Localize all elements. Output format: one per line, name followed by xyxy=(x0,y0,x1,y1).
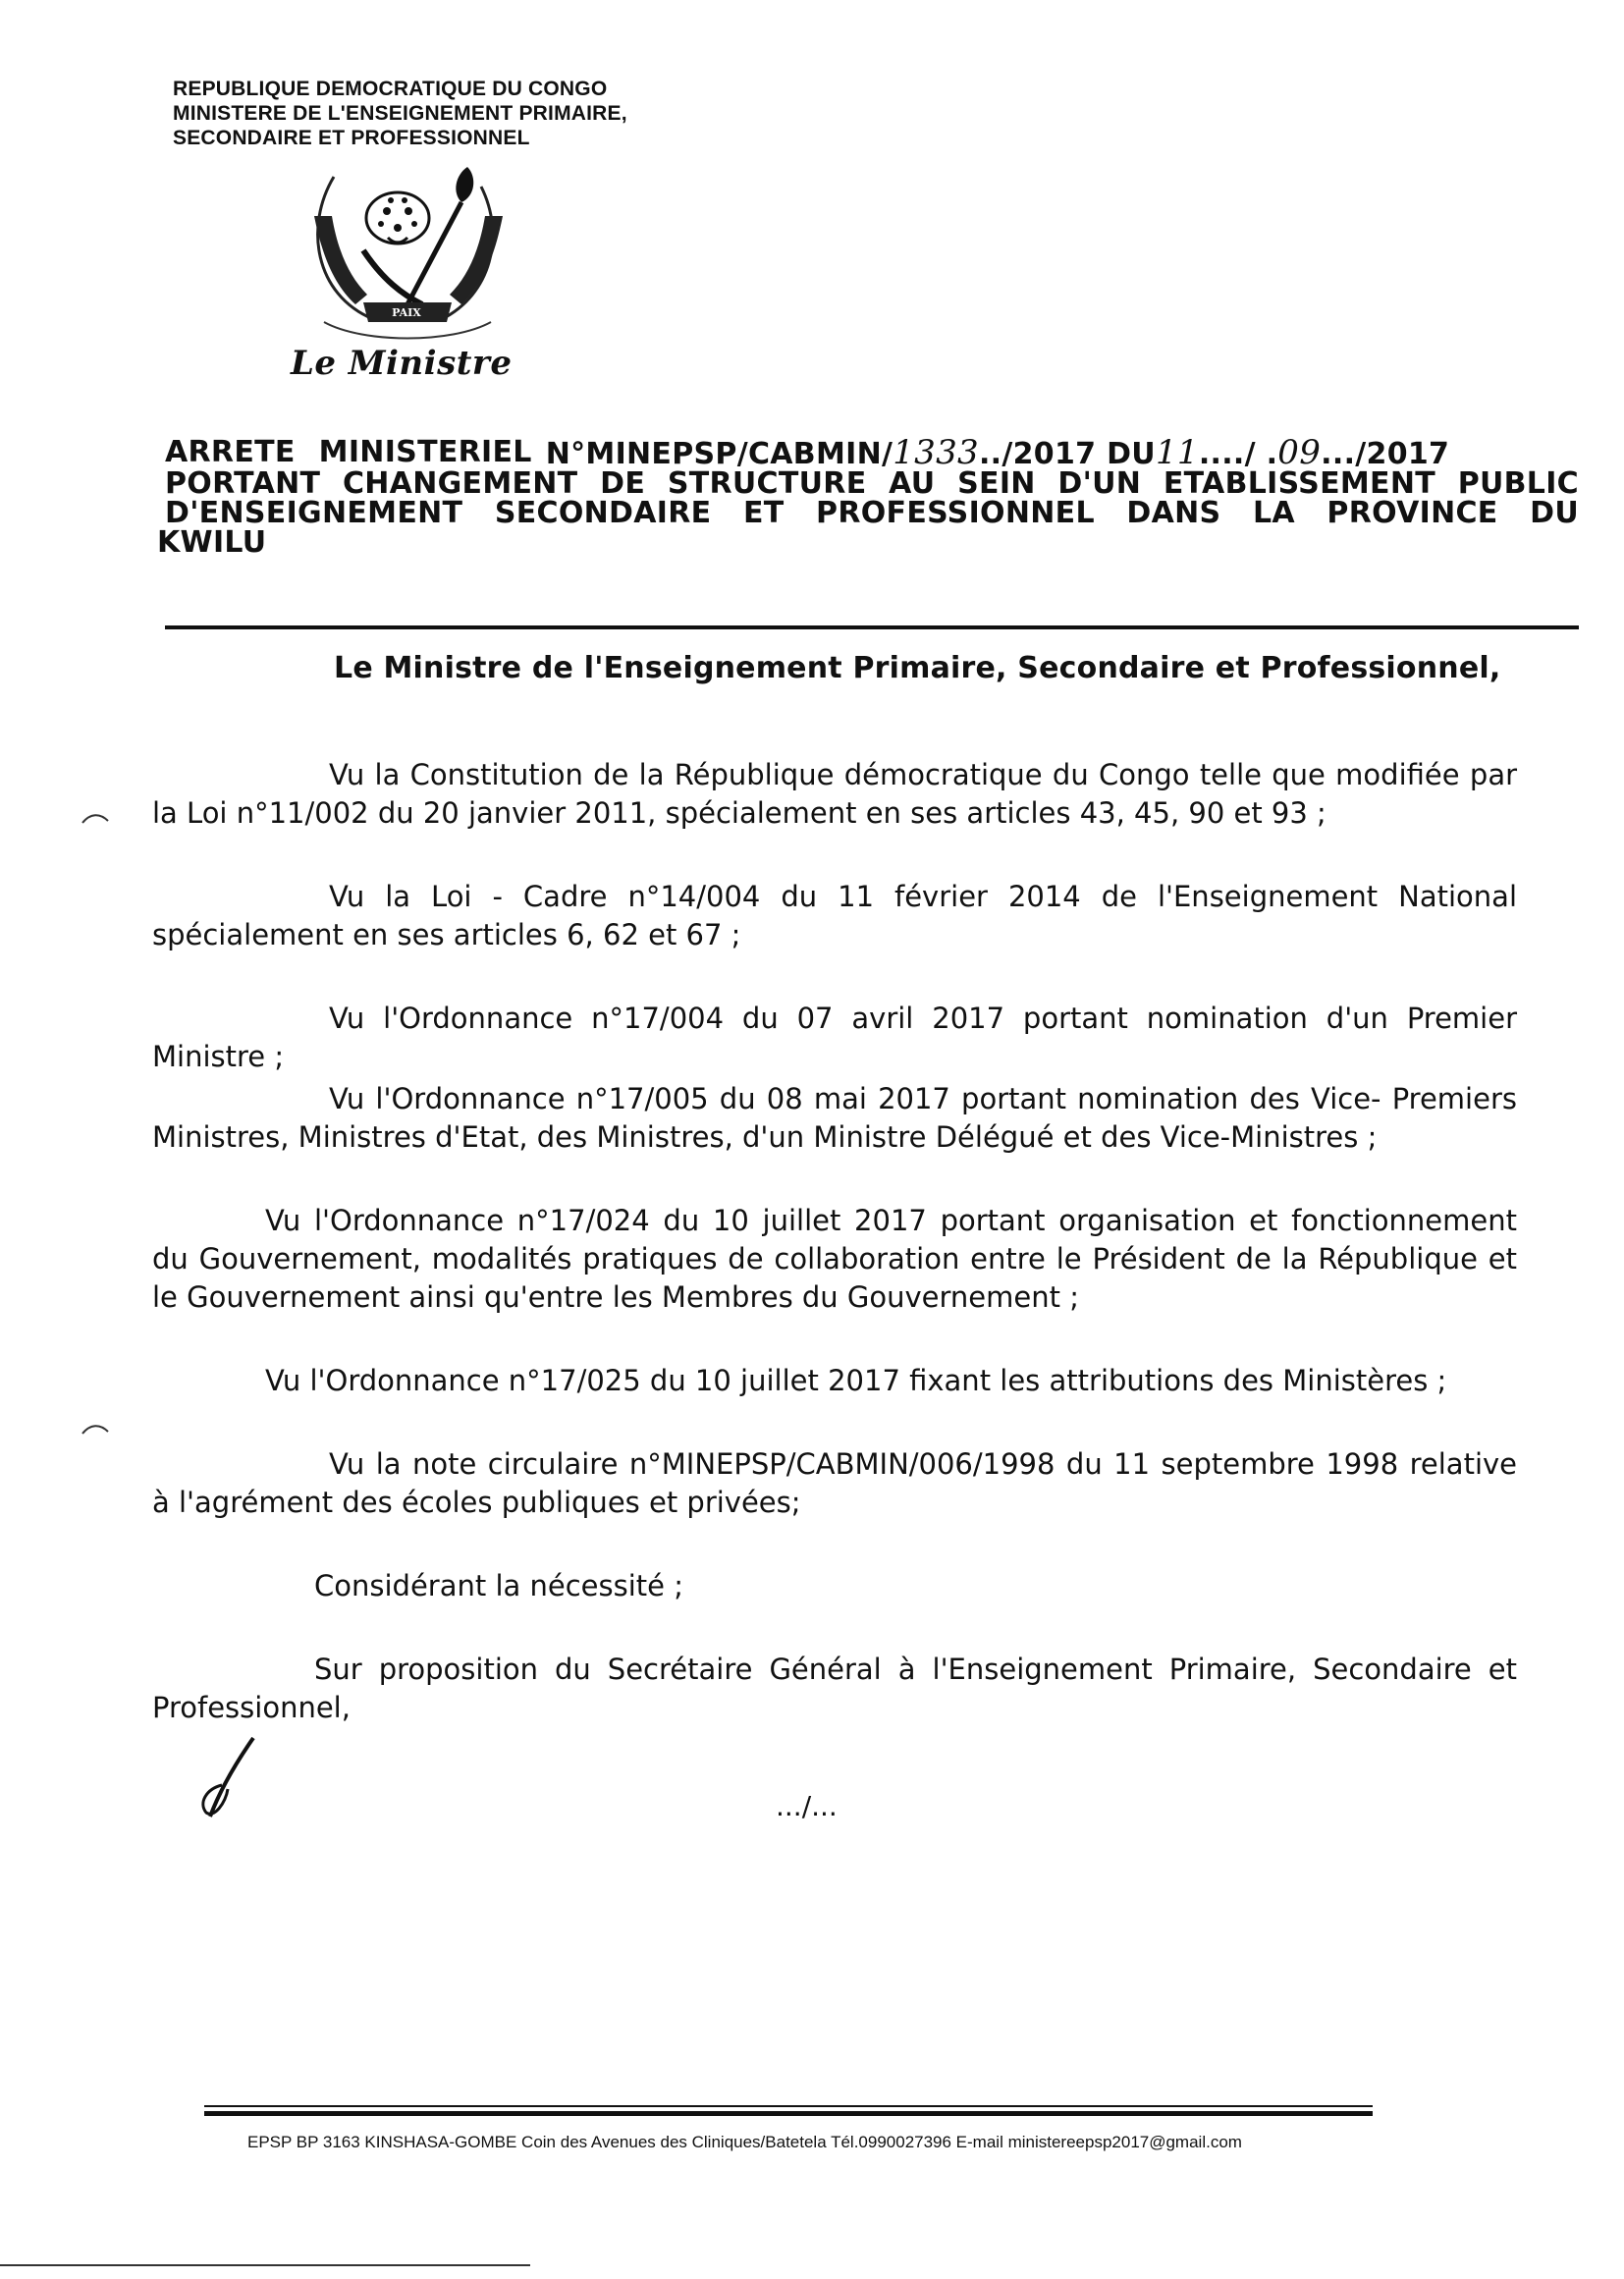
paragraph-rest: relative à l'agrément des écoles publiques et privées; xyxy=(152,1447,1518,1519)
paragraph-ordonnance-005 xyxy=(152,1080,1517,1157)
minister-signature-label: Le Ministre xyxy=(291,344,513,383)
paragraph-ordonnance-024 xyxy=(152,1202,1517,1317)
paragraph-first-line: Vu l'Ordonnance n°17/004 du 07 avril 2017 portant nomination d'un Premier xyxy=(329,1002,1517,1035)
paragraph-rest: du Gouvernement, modalités pratiques de collaboration entre le Président de la République et le Gouvernement ainsi qu'entre les Membres du Gouvernement ; xyxy=(152,1242,1517,1314)
footer-contact: EPSP BP 3163 KINSHASA-GOMBE Coin des Avenues des Cliniques/Batetela Tél.0990027396 E-mail ministereepsp2017@gmail.com xyxy=(247,2133,1242,2151)
decree-handwritten-day: 11 xyxy=(1155,433,1199,472)
paragraph-constitution xyxy=(152,756,1517,833)
decree-handwritten-number: 1333 xyxy=(893,433,979,472)
coat-of-arms-emblem xyxy=(295,157,520,344)
paragraph-rest: Ministre ; xyxy=(152,1040,285,1073)
paragraph-loi-cadre xyxy=(152,878,1517,954)
margin-tick-mark xyxy=(81,811,110,825)
minister-title: Le Ministre de l'Enseignement Primaire, Secondaire et Professionnel, xyxy=(334,651,1501,685)
decree-ref-prefix: N°MINEPSP/CABMIN/ xyxy=(545,437,893,471)
paragraph-first-line: Considérant la nécessité ; xyxy=(314,1569,683,1602)
paragraph-first-line: Vu l'Ordonnance n°17/024 du 10 juillet 2017 portant organisation et fonctionnement xyxy=(265,1204,1517,1237)
decree-ref-mid: ../2017 DU xyxy=(978,437,1156,471)
paragraph-considerant xyxy=(152,1567,1517,1605)
footer-divider-thick xyxy=(204,2111,1373,2116)
decree-title-line2: PORTANT CHANGEMENT DE STRUCTURE AU SEIN D'UN ETABLISSEMENT PUBLIC xyxy=(165,466,1579,501)
decree-reference-line xyxy=(165,433,1579,472)
letterhead xyxy=(173,77,762,150)
paragraph-first-line: Sur proposition du Secrétaire Général à l'Enseignement Primaire, Secondaire et xyxy=(314,1653,1517,1686)
decree-word-ministeriel: MINISTERIEL xyxy=(318,435,532,469)
paragraph-first-line: Vu l'Ordonnance n°17/025 du 10 juillet 2017 fixant les attributions des Ministères ; xyxy=(265,1364,1447,1397)
decree-year: /2017 xyxy=(1355,437,1450,471)
decree-heading xyxy=(157,433,1579,560)
decree-title-line4: KWILU xyxy=(157,525,267,560)
paragraph-first-line: Vu la note circulaire n°MINEPSP/CABMIN/006/1998 du 11 septembre 1998 xyxy=(329,1447,1399,1481)
paragraph-rest: par la Loi n°11/002 du 20 janvier 2011, spécialement en ses articles 43, 45, 90 et 93 ; xyxy=(152,758,1518,830)
scan-edge-line xyxy=(0,2264,530,2266)
handwritten-initials xyxy=(192,1734,261,1822)
margin-tick-mark xyxy=(81,1422,110,1436)
letterhead-country: REPUBLIQUE DEMOCRATIQUE DU CONGO xyxy=(173,78,608,100)
preamble-body xyxy=(152,756,1517,1727)
paragraph-note-circulaire xyxy=(152,1445,1517,1522)
svg-text:PAIX: PAIX xyxy=(392,306,421,319)
footer-divider-thin xyxy=(204,2105,1373,2107)
paragraph-ordonnance-025 xyxy=(152,1362,1517,1400)
paragraph-proposition xyxy=(152,1651,1517,1727)
paragraph-first-line: Vu la Constitution de la République démocratique du Congo telle que modifiée xyxy=(329,758,1460,791)
paragraph-ordonnance-004 xyxy=(152,1000,1517,1076)
decree-handwritten-month: 09 xyxy=(1277,433,1322,472)
decree-word-arrete: ARRETE xyxy=(165,435,296,469)
paragraph-first-line: Vu l'Ordonnance n°17/005 du 08 mai 2017 portant nomination des Vice- xyxy=(329,1082,1381,1115)
decree-reference: N°MINEPSP/CABMIN/1333../2017 DU11..../ .09.../2017 xyxy=(545,433,1450,472)
paragraph-first-line: Vu la Loi - Cadre n°14/004 du 11 février 2014 de l'Enseignement xyxy=(329,880,1379,913)
paragraph-rest: Professionnel, xyxy=(152,1691,351,1724)
continuation-mark: .../... xyxy=(776,1790,838,1822)
paragraph-rest: National spécialement en ses articles 6, 62 et 67 ; xyxy=(152,880,1517,951)
letterhead-ministry-cont: SECONDAIRE ET PROFESSIONNEL xyxy=(173,127,530,149)
letterhead-ministry: MINISTERE DE L'ENSEIGNEMENT PRIMAIRE, xyxy=(173,102,627,125)
heading-divider xyxy=(165,625,1579,629)
paragraph-rest: Premiers Ministres, Ministres d'Etat, des Ministres, d'un Ministre Délégué et des Vice-Ministres ; xyxy=(152,1082,1517,1154)
decree-title-line3: D'ENSEIGNEMENT SECONDAIRE ET PROFESSIONNEL DANS LA PROVINCE DU xyxy=(165,496,1579,530)
